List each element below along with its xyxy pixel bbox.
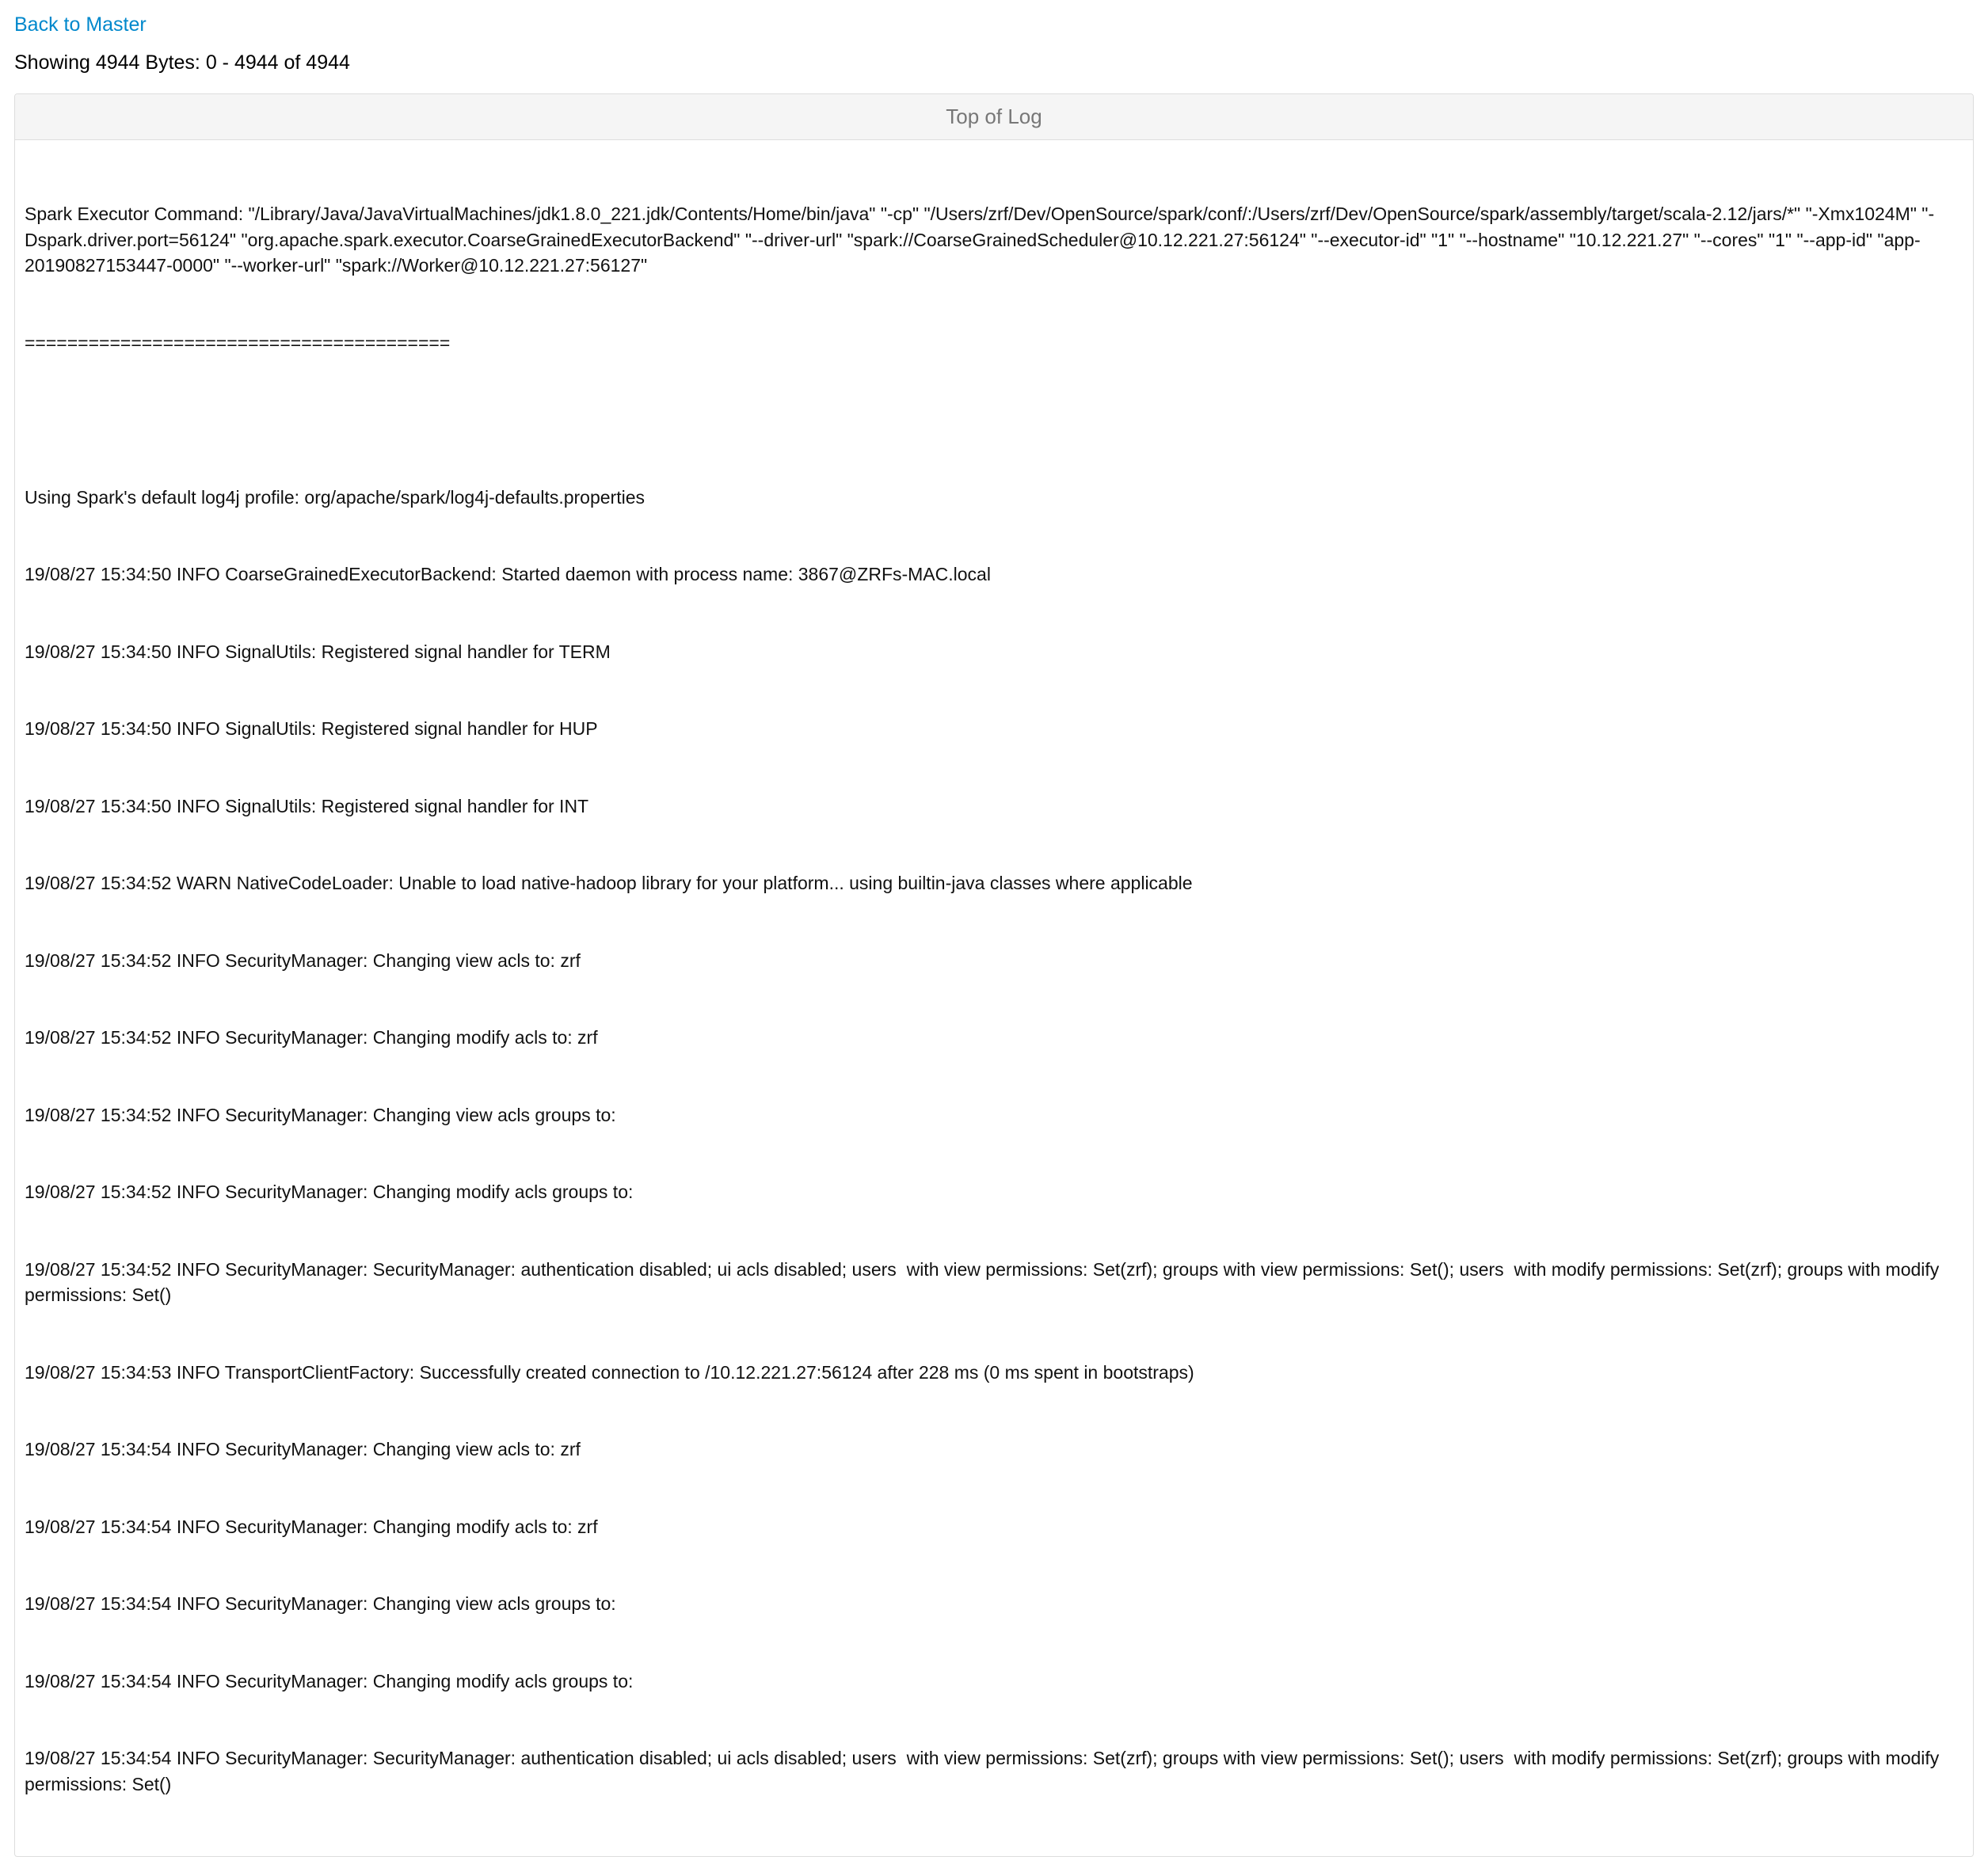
log-line: 19/08/27 15:34:50 INFO SignalUtils: Registered signal handler for TERM <box>25 641 611 662</box>
log-line: Spark Executor Command: "/Library/Java/JavaVirtualMachines/jdk1.8.0_221.jdk/Contents/Home/bin/java" "-cp" "/Users/zrf/Dev/OpenSource/spark/conf/:/Users/zrf/Dev/OpenSource/spark/assembly/target/scala-2.12/jars/*" "-Xmx1024M" "-Dspark.driver.port=56124" "org.apache.spark.executor.CoarseGrainedExecutorBackend" "--driver-url" "spark://CoarseGrainedScheduler@10.12.221.27:56124" "--executor-id" "1" "--hostname" "10.12.221.27" "--cores" "1" "--app-id" "app-20190827153447-0000" "--worker-url" "spark://Worker@10.12.221.27:56127" <box>25 204 1935 276</box>
log-line: 19/08/27 15:34:54 INFO SecurityManager: SecurityManager: authentication disabled; ui acls disabled; users with view permissions: Set(zrf); groups with view permissions: Set(); users with modify permissions: Set(zrf); groups with modify permissions: Set() <box>25 1748 1944 1794</box>
log-panel-header: Top of Log <box>15 94 1973 140</box>
log-line: 19/08/27 15:34:50 INFO SignalUtils: Registered signal handler for INT <box>25 795 589 816</box>
log-line: 19/08/27 15:34:52 WARN NativeCodeLoader: Unable to load native-hadoop library for your platform... using builtin-java classes where applicable <box>25 873 1193 893</box>
showing-bytes-status: Showing 4944 Bytes: 0 - 4944 of 4944 <box>14 51 350 74</box>
log-line: 19/08/27 15:34:54 INFO SecurityManager: Changing view acls groups to: <box>25 1593 616 1614</box>
log-line: 19/08/27 15:34:54 INFO SecurityManager: Changing modify acls to: zrf <box>25 1516 598 1537</box>
log-panel <box>14 93 1974 1857</box>
log-content <box>15 140 1973 1856</box>
log-line: 19/08/27 15:34:50 INFO CoarseGrainedExecutorBackend: Started daemon with process name: 3867@ZRFs-MAC.local <box>25 564 991 584</box>
log-line: 19/08/27 15:34:50 INFO SignalUtils: Registered signal handler for HUP <box>25 718 598 739</box>
log-line: 19/08/27 15:34:52 INFO SecurityManager: SecurityManager: authentication disabled; ui acls disabled; users with view permissions: Set(zrf); groups with view permissions: Set(); users with modify permissions: Set(zrf); groups with modify permissions: Set() <box>25 1258 1944 1305</box>
log-line: 19/08/27 15:34:52 INFO SecurityManager: Changing modify acls groups to: <box>25 1182 634 1202</box>
back-to-master-link[interactable]: Back to Master <box>14 13 147 36</box>
log-line: ======================================== <box>25 332 451 353</box>
log-line: 19/08/27 15:34:52 INFO SecurityManager: Changing view acls to: zrf <box>25 949 581 971</box>
log-line: 19/08/27 15:34:54 INFO SecurityManager: Changing view acls to: zrf <box>25 1439 581 1459</box>
log-line <box>25 407 1963 433</box>
log-line: 19/08/27 15:34:53 INFO TransportClientFactory: Successfully created connection to /10.12.221.27:56124 after 228 ms (0 ms spent in bootstraps) <box>25 1361 1194 1383</box>
log-line: 19/08/27 15:34:52 INFO SecurityManager: Changing modify acls to: zrf <box>25 1027 598 1048</box>
log-line: 19/08/27 15:34:52 INFO SecurityManager: Changing view acls groups to: <box>25 1104 616 1125</box>
log-line: Using Spark's default log4j profile: org/apache/spark/log4j-defaults.properties <box>25 486 645 508</box>
log-line: 19/08/27 15:34:54 INFO SecurityManager: Changing modify acls groups to: <box>25 1670 634 1691</box>
